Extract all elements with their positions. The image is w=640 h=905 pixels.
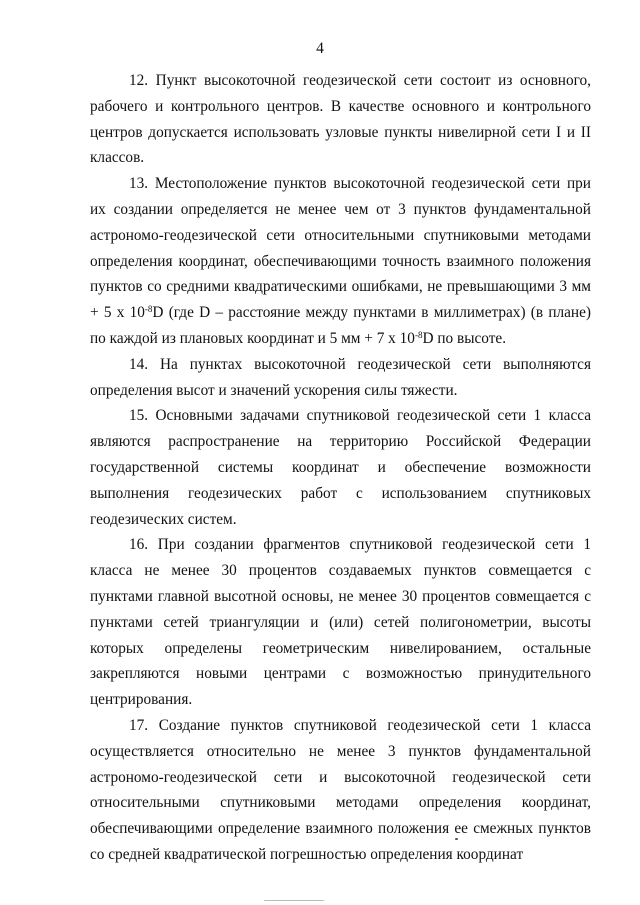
paragraph-13-text-1: 13. Местоположение пунктов высокоточной геодезической сети при их создании определяется не менее чем от 3 пунктов фундаментальной астрономо-геодезической сети относительными спутниковыми методами определения координат, обеспечивающими точность взаимного положения пунктов со средними квадратическими ошибками, не превышающими 3 мм + 5 х 10 xyxy=(90,175,591,322)
exponent-2: -8 xyxy=(414,329,423,340)
paragraph-17: 17. Создание пунктов спутниковой геодезической сети 1 класса осуществляется относительно не менее 3 пунктов фундаментальной астрономо-геодезической сети и высокоточной геодезической сети относительными спутниковыми методами определения координат, обеспечивающими определение взаимного положения ее смежных пунктов со средней квадратической погрешностью определения координат xyxy=(90,716,591,863)
exponent-1: -8 xyxy=(144,304,153,315)
paragraph-16: 16. При создании фрагментов спутниковой геодезической сети 1 класса не менее 30 процентов создаваемых пунктов совмещается с пунктами главной высотной основы, не менее 30 процентов совмещается с пунктами сетей триангуляции и (или) сетей полигонометрии, высоты которых определены геометрическим нивелированием, остальные закрепляются новыми центрами с возможностью принудительного центрирования. xyxy=(90,536,591,709)
page-number: 4 xyxy=(316,40,324,57)
paragraph-14: 14. На пунктах высокоточной геодезической сети выполняются определения высот и значений ускорения силы тяжести. xyxy=(90,355,591,399)
paragraph-13 xyxy=(90,171,591,352)
scan-speck xyxy=(264,900,324,901)
document-body xyxy=(90,68,591,868)
paragraph-13-text-3: D по высоте. xyxy=(422,329,507,347)
paragraph-15: 15. Основными задачами спутниковой геодезической сети 1 класса являются распространение на территорию Российской Федерации государственной системы координат и обеспечение возможности выполнения геодезических работ с использованием спутниковых геодезических систем. xyxy=(90,407,591,528)
paragraph-12: 12. Пункт высокоточной геодезической сети состоит из основного, рабочего и контрольного центров. В качестве основного и контрольного центров допускается использовать узловые пункты нивелирной сети I и II классов. xyxy=(90,72,591,167)
paragraph-13-text-2: D (где D – расстояние между пунктами в миллиметрах) (в плане) по каждой из плановых координат и 5 мм + 7 х 10 xyxy=(90,304,591,347)
scan-speck xyxy=(455,838,458,840)
